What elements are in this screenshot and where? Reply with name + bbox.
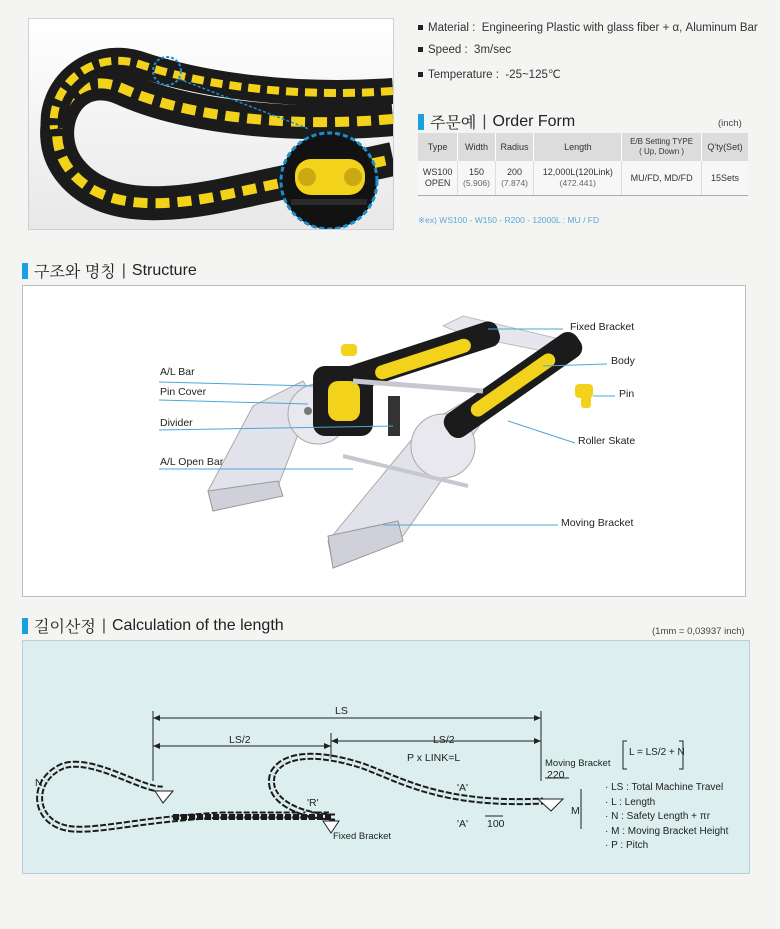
cell-eb: MU/FD, MD/FD — [622, 161, 702, 196]
fixed-bracket-label: Fixed Bracket — [333, 831, 392, 842]
m-label: M — [571, 805, 580, 817]
title-en: Structure — [131, 261, 197, 279]
ls-label: LS — [335, 705, 348, 717]
legend-text: : Total Machine Travel — [626, 782, 724, 793]
spec-material: Material : Engineering Plastic with glass fiber + α, Aluminum Bar — [418, 22, 758, 34]
bullet-icon — [418, 47, 423, 52]
legend-text: : Moving Bracket Height — [622, 825, 729, 837]
calculation-title: 길이산정 | Calculation of the length — [22, 614, 284, 637]
header-radius: Radius — [495, 133, 534, 161]
legend-key: M — [611, 825, 620, 837]
spec-temperature: Temperature : -25~125℃ — [418, 67, 561, 81]
label-moving-bracket: Moving Bracket — [561, 517, 634, 529]
header-eb — [622, 133, 702, 161]
radius-value: 200 — [507, 167, 523, 177]
legend-item: · N : Safety Length + πr — [605, 811, 711, 822]
order-unit: (inch) — [718, 118, 742, 129]
label-divider: Divider — [160, 417, 193, 429]
legend-item: · M : Moving Bracket Height — [605, 825, 729, 837]
label-roller-skate: Roller Skate — [578, 435, 636, 447]
label-body: Body — [611, 355, 635, 367]
calculation-panel — [22, 640, 750, 874]
header-width: Width — [458, 133, 495, 161]
spec-value: 3m/sec — [474, 44, 512, 56]
legend-item: · L : Length — [605, 796, 656, 808]
a-bottom-label: 'A' — [457, 818, 469, 830]
label-fixed-bracket: Fixed Bracket — [570, 321, 635, 333]
spec-label: Temperature — [428, 69, 493, 81]
title-en: Order Form — [492, 112, 576, 130]
dim-100: 100 — [487, 818, 505, 830]
length-inch: (472.441) — [559, 178, 597, 188]
pxlink-label: P x LINK=L — [407, 752, 461, 764]
header-qty: Q'ty(Set) — [701, 133, 748, 161]
section-marker — [22, 618, 28, 634]
bullet-icon — [418, 72, 423, 77]
radius-inch: (7.874) — [501, 178, 529, 188]
header-eb-sub: ( Up, Down ) — [639, 147, 685, 156]
section-marker — [22, 263, 28, 279]
structure-panel — [22, 285, 746, 597]
legend-key: L — [611, 796, 617, 808]
structure-title: 구조와 명칭 | Structure — [22, 259, 197, 282]
legend-text: : Length — [619, 796, 656, 808]
ls-half-label-2: LS/2 — [433, 734, 455, 746]
structure-diagram — [23, 286, 745, 596]
legend-key: N — [611, 811, 619, 822]
spec-label: Speed — [428, 44, 462, 56]
ls-half-label-1: LS/2 — [229, 734, 251, 746]
label-pin: Pin — [619, 388, 635, 400]
spec-label: Material — [428, 22, 469, 34]
label-al-bar: A/L Bar — [160, 366, 195, 378]
legend — [605, 781, 728, 854]
pin-icon — [575, 384, 593, 408]
title-kr: 길이산정 — [34, 619, 96, 636]
legend-item: · LS : Total Machine Travel — [605, 782, 724, 793]
cable-chain-image — [29, 19, 393, 229]
spec-value: -25~125℃ — [505, 69, 561, 81]
order-table — [418, 133, 748, 196]
type-value: WS100 — [422, 167, 453, 177]
label-al-open-bar: A/L Open Bar — [160, 456, 224, 468]
dim-220: 220 — [547, 769, 565, 781]
legend-text: : Pitch — [620, 840, 649, 851]
order-example: ※ex) WS100 - W150 - R200 - 12000L : MU / FD — [418, 215, 600, 225]
cell-type — [418, 161, 458, 196]
section-marker — [418, 114, 424, 130]
title-kr: 구조와 명칭 — [34, 264, 116, 281]
table-header-row — [418, 133, 748, 161]
legend-key: LS — [611, 782, 624, 793]
legend-key: P — [611, 840, 618, 851]
header-type: Type — [418, 133, 458, 161]
label-pin-cover: Pin Cover — [160, 386, 207, 398]
width-value: 150 — [469, 167, 485, 177]
width-inch: (5.906) — [463, 178, 490, 188]
legend-text: : Safety Length + πr — [621, 811, 711, 822]
header-eb-main: E/B Setting TYPE — [630, 137, 694, 146]
cell-qty: 15Sets — [701, 161, 748, 196]
bullet-icon — [418, 25, 423, 30]
header-length: Length — [534, 133, 622, 161]
cell-length — [534, 161, 622, 196]
spec-speed: Speed : 3m/sec — [418, 44, 511, 56]
title-kr: 주문예 — [430, 115, 477, 132]
type-value-2: OPEN — [424, 178, 451, 188]
chain-photo — [28, 18, 394, 230]
order-form-title: 주문예 | Order Form — [418, 110, 575, 133]
moving-bracket-label: Moving Bracket — [545, 758, 611, 769]
spec-value: Engineering Plastic with glass fiber + α, Aluminum Bar — [481, 22, 758, 34]
title-en: Calculation of the length — [111, 616, 284, 634]
conversion-note: (1mm = 0,03937 inch) — [652, 626, 745, 637]
cell-radius — [495, 161, 534, 196]
cell-width — [458, 161, 495, 196]
legend-item: · P : Pitch — [605, 840, 649, 851]
length-value: 12,000L(120Link) — [542, 167, 613, 177]
n-label: N — [35, 777, 43, 789]
r-label: 'R' — [307, 797, 319, 809]
table-row — [418, 161, 748, 196]
a-top-label: 'A' — [457, 782, 469, 794]
formula: L = LS/2 + N — [629, 747, 685, 758]
